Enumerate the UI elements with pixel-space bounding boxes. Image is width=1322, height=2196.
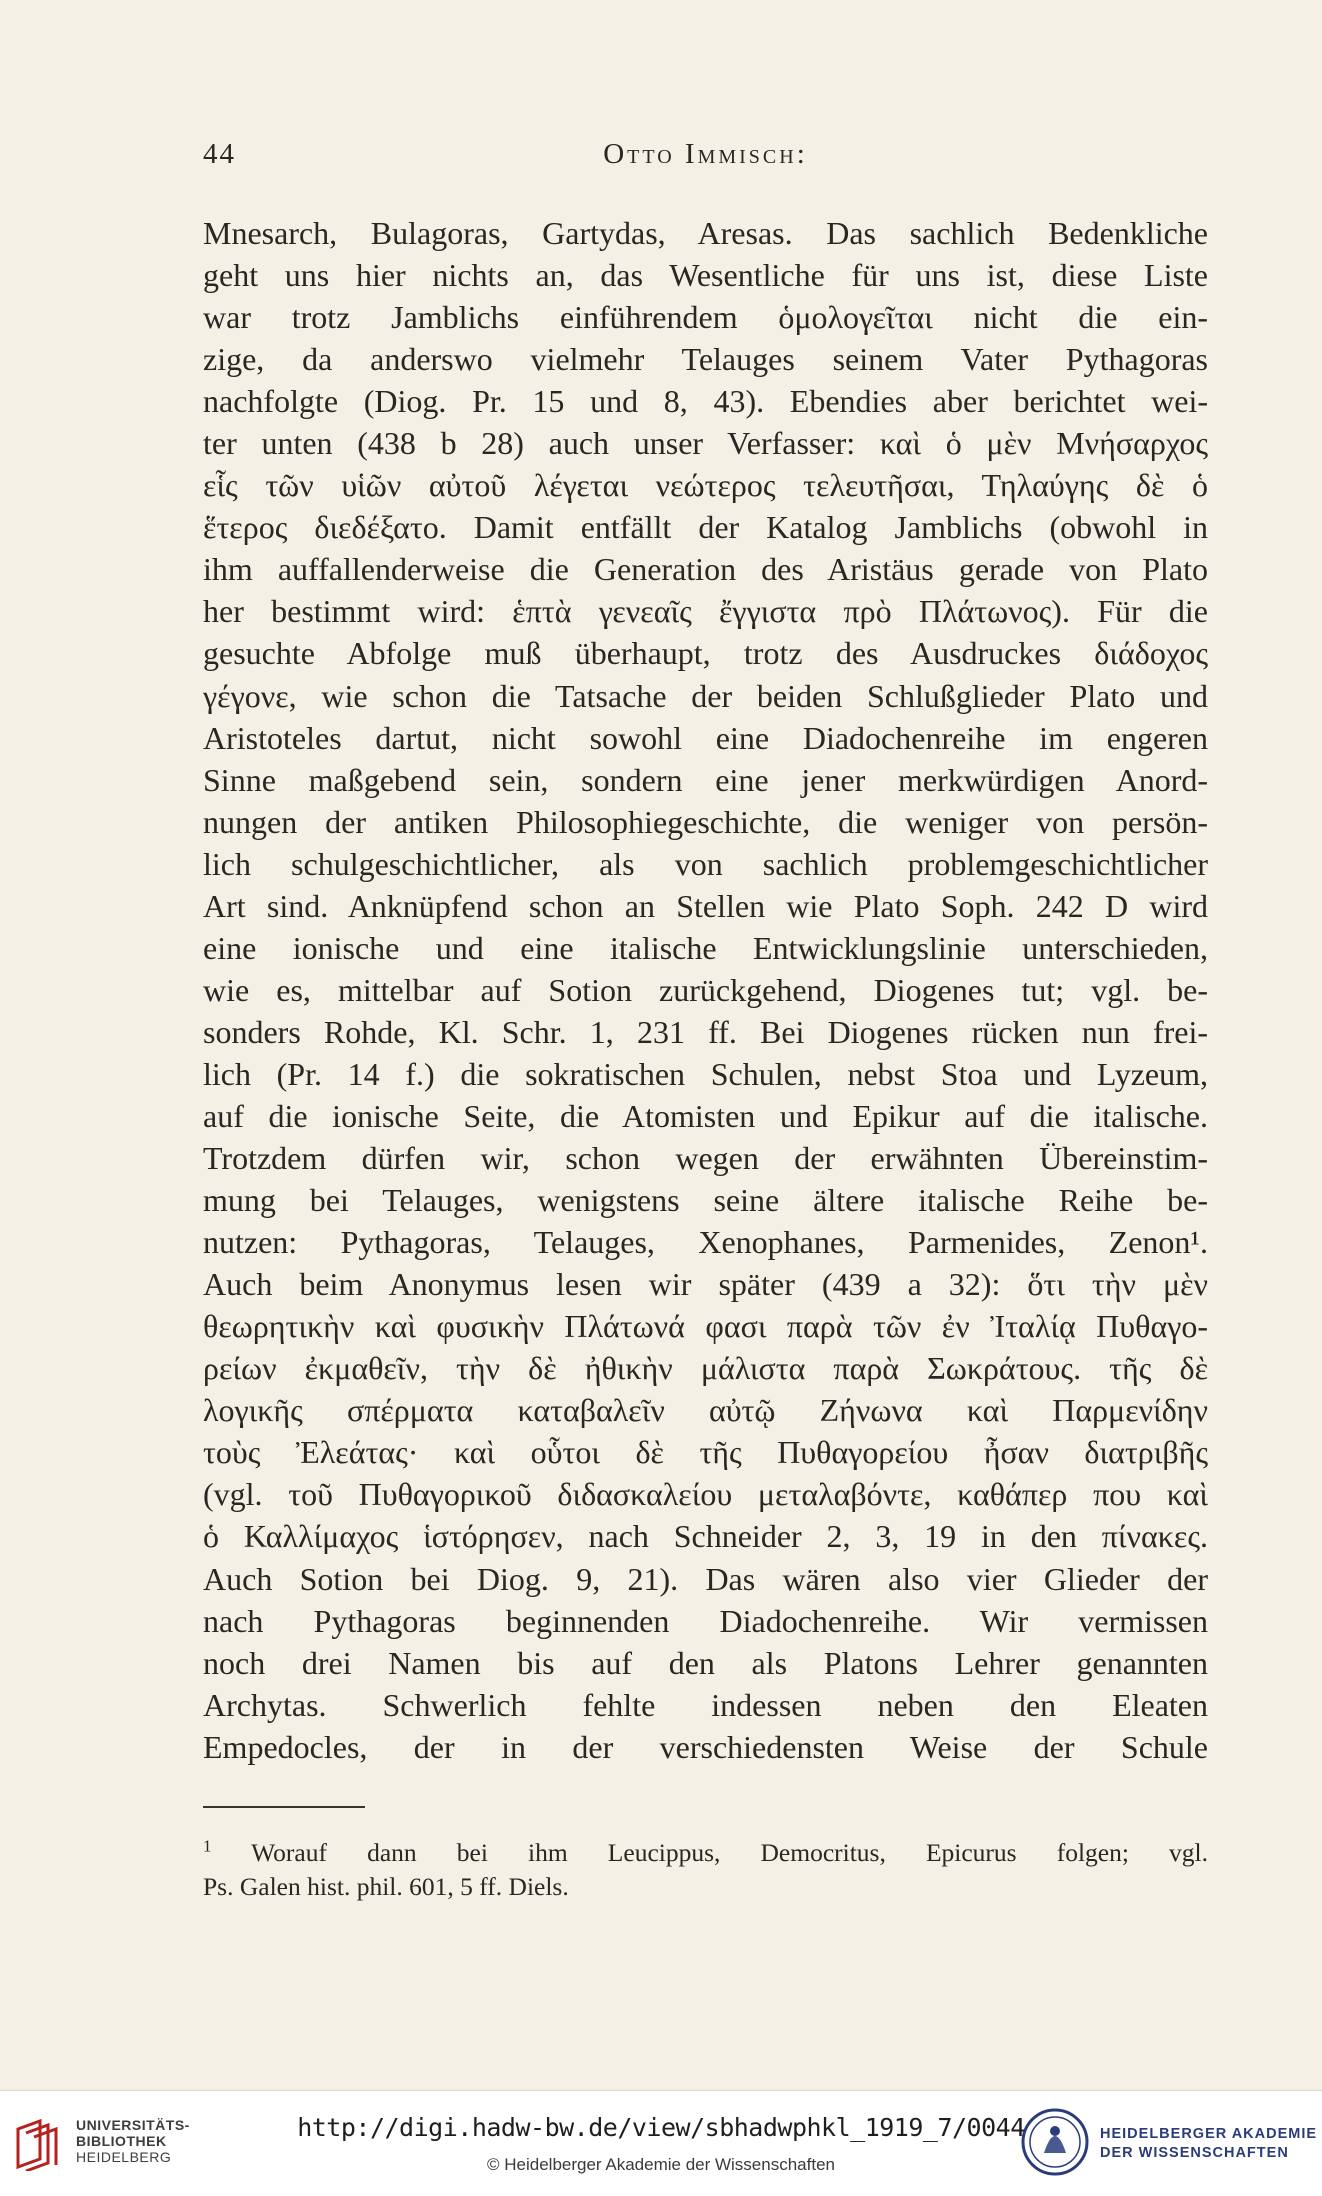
- text-line: nach Pythagoras beginnenden Diadochenreihe. Wir vermissen: [203, 1602, 1208, 1639]
- text-line: γέγονε, wie schon die Tatsache der beiden Schlußglieder Plato und: [203, 677, 1208, 714]
- text-line: ἕτερος διεδέξατο. Damit entfällt der Katalog Jamblichs (obwohl in: [203, 509, 1208, 546]
- text-line: geht uns hier nichts an, das Wesentliche für uns ist, diese Liste: [203, 257, 1208, 294]
- text-line: nutzen: Pythagoras, Telauges, Xenophanes, Parmenides, Zenon¹.: [203, 1224, 1208, 1261]
- text-line: her bestimmt wird: ἑπτὰ γενεαῖς ἔγγιστα πρὸ Πλάτωνος). Für die: [203, 593, 1208, 630]
- text-line: noch drei Namen bis auf den als Platons Lehrer genannten: [203, 1644, 1208, 1681]
- text-line: ρείων ἐκμαθεῖν, τὴν δὲ ἠθικὴν μάλιστα παρὰ Σωκράτους. τῆς δὲ: [203, 1350, 1208, 1387]
- footnote-text-2: Ps. Galen hist. phil. 601, 5 ff. Diels.: [203, 1872, 569, 1901]
- footnote: [203, 1836, 1208, 1904]
- text-line: war trotz Jamblichs einführendem ὁμολογεῖται nicht die ein-: [203, 299, 1208, 336]
- text-line: Archytas. Schwerlich fehlte indessen neben den Eleaten: [203, 1686, 1208, 1723]
- library-line-1: UNIVERSITÄTS-: [76, 2117, 190, 2133]
- text-line: Empedocles, der in der verschiedensten Weise der Schule: [203, 1728, 1208, 1765]
- page-header: [203, 138, 1208, 178]
- text-line: Art sind. Anknüpfend schon an Stellen wie Plato Soph. 242 D wird: [203, 887, 1208, 924]
- text-line: Aristoteles dartut, nicht sowohl eine Diadochenreihe im engeren: [203, 719, 1208, 756]
- library-line-3: HEIDELBERG: [76, 2149, 172, 2165]
- text-line: sonders Rohde, Kl. Schr. 1, 231 ff. Bei Diogenes rücken nun frei-: [203, 1013, 1208, 1050]
- academy-line-2: DER WISSENSCHAFTEN: [1100, 2145, 1289, 2161]
- footnote-divider: [203, 1806, 365, 1808]
- text-line: Auch Sotion bei Diog. 9, 21). Das wären also vier Glieder der: [203, 1560, 1208, 1597]
- footnote-line: [203, 1836, 1208, 1870]
- text-line: Auch beim Anonymus lesen wir später (439 a 32): ὅτι τὴν μὲν: [203, 1266, 1208, 1303]
- academy-seal-icon[interactable]: [1020, 2105, 1090, 2179]
- text-line: Sinne maßgebend sein, sondern eine jener merkwürdigen Anord-: [203, 761, 1208, 798]
- text-line: lich (Pr. 14 f.) die sokratischen Schulen, nebst Stoa und Lyzeum,: [203, 1055, 1208, 1092]
- text-line: eine ionische und eine italische Entwicklungslinie unterschieden,: [203, 929, 1208, 966]
- text-line: zige, da anderswo vielmehr Telauges seinem Vater Pythagoras: [203, 341, 1208, 378]
- text-line: lich schulgeschichtlicher, als von sachlich problemgeschichtlicher: [203, 845, 1208, 882]
- academy-name[interactable]: [1100, 2125, 1317, 2163]
- text-line: auf die ionische Seite, die Atomisten und Epikur auf die italische.: [203, 1097, 1208, 1134]
- text-line: ter unten (438 b 28) auch unser Verfasser: καὶ ὁ μὲν Μνήσαρχος: [203, 425, 1208, 462]
- text-line: gesuchte Abfolge muß überhaupt, trotz des Ausdruckes διάδοχος: [203, 635, 1208, 672]
- text-line: τοὺς Ἐλεάτας· καὶ οὗτοι δὲ τῆς Πυθαγορείου ἦσαν διατριβῆς: [203, 1434, 1208, 1471]
- running-title: Otto Immisch:: [603, 138, 808, 170]
- text-line: εἷς τῶν υἱῶν αὐτοῦ λέγεται νεώτερος τελευτῆσαι, Τηλαύγης δὲ ὁ: [203, 467, 1208, 504]
- text-line: θεωρητικὴν καὶ φυσικὴν Πλάτωνά φασι παρὰ τῶν ἐν Ἰταλίᾳ Πυθαγο-: [203, 1308, 1208, 1345]
- text-line: wie es, mittelbar auf Sotion zurückgehend, Diogenes tut; vgl. be-: [203, 971, 1208, 1008]
- page-number: 44: [203, 138, 236, 170]
- permalink-url[interactable]: http://digi.hadw-bw.de/view/sbhadwphkl_1919_7/0044: [297, 2113, 1025, 2142]
- library-line-2: BIBLIOTHEK: [76, 2133, 167, 2149]
- viewer-footer: [0, 2090, 1322, 2196]
- text-line: Trotzdem dürfen wir, schon wegen der erwähnten Übereinstim-: [203, 1140, 1208, 1177]
- text-line: ihm auffallenderweise die Generation des Aristäus gerade von Plato: [203, 551, 1208, 588]
- footnote-line: [203, 1870, 1208, 1904]
- text-line: λογικῆς σπέρματα καταβαλεῖν αὐτῷ Ζήνωνα καὶ Παρμενίδην: [203, 1392, 1208, 1429]
- text-line: (vgl. τοῦ Πυθαγορικοῦ διδασκαλείου μεταλαβόντε, καθάπερ που καὶ: [203, 1476, 1208, 1513]
- text-line: mung bei Telauges, wenigstens seine ältere italische Reihe be-: [203, 1182, 1208, 1219]
- footnote-text-1: Worauf dann bei ihm Leucippus, Democritus, Epicurus folgen; vgl.: [251, 1838, 1208, 1867]
- footnote-marker: 1: [203, 1836, 212, 1856]
- academy-line-1: HEIDELBERGER AKADEMIE: [1100, 2126, 1318, 2142]
- body-text: [203, 212, 1208, 1768]
- copyright-notice: © Heidelberger Akademie der Wissenschaften: [487, 2155, 835, 2174]
- text-line: nachfolgte (Diog. Pr. 15 und 8, 43). Ebendies aber berichtet wei-: [203, 383, 1208, 420]
- text-line: ὁ Καλλίμαχος ἱστόρησεν, nach Schneider 2, 3, 19 in den πίνακες.: [203, 1518, 1208, 1555]
- text-line: nungen der antiken Philosophiegeschichte, die weniger von persön-: [203, 803, 1208, 840]
- text-line: Mnesarch, Bulagoras, Gartydas, Aresas. Das sachlich Bedenkliche: [203, 215, 1208, 251]
